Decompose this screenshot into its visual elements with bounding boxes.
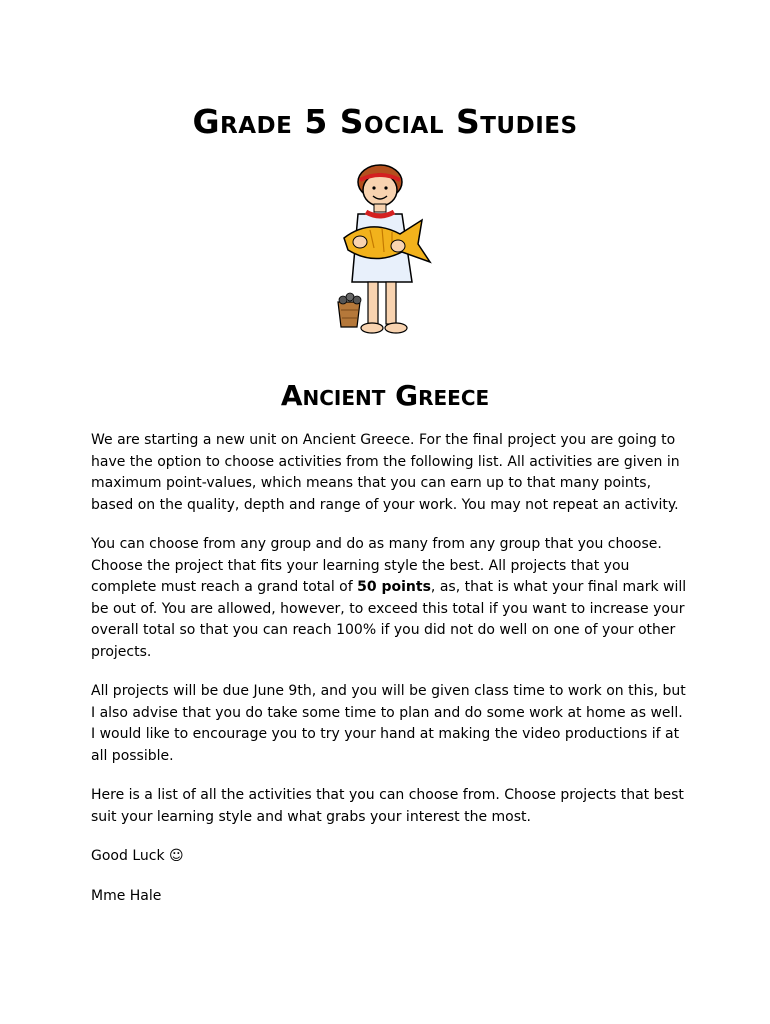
signature: Mme Hale bbox=[91, 887, 162, 904]
good-luck-text: Good Luck bbox=[91, 848, 165, 864]
paragraph-activity-list: Here is a list of all the activities that you can choose from. Choose projects that best suit your learning style and what grabs your interest the most. bbox=[91, 787, 684, 825]
paragraph-requirements-part2: , as, that is what your final mark will be out of. You are allowed, however, to exceed this total if you want to increase your overall total so that you can reach 100% if you did not do well on one of your other projects. bbox=[91, 579, 687, 660]
points-total-emphasis: 50 points bbox=[357, 579, 431, 595]
paragraph-due-date: All projects will be due June 9th, and you will be given class time to work on this, but I also advise that you do take some time to plan and do some work at home as well. I would like to encourage you to try your hand at making the video productions if at all possible. bbox=[91, 683, 686, 764]
document-title: Grade 5 Social Studies bbox=[192, 102, 578, 141]
closing-line bbox=[91, 846, 691, 868]
document-subtitle: Ancient Greece bbox=[280, 379, 490, 412]
smiley-icon: ☺ bbox=[169, 848, 184, 864]
greek-boy-holding-fish-icon bbox=[330, 162, 440, 352]
paragraph-intro: We are starting a new unit on Ancient Greece. For the final project you are going to have the option to choose activities from the following list. All activities are given in maximum point-values, which means that you can earn up to that many points, based on the quality, depth and range of your work. You may not repeat an activity. bbox=[91, 432, 680, 513]
paragraph-requirements-part1: You can choose from any group and do as many from any group that you choose. Choose the project that fits your learning style the best. All projects that you complete must reach a grand total of bbox=[91, 536, 662, 595]
paragraph-requirements bbox=[91, 534, 691, 663]
document-body bbox=[91, 430, 691, 925]
